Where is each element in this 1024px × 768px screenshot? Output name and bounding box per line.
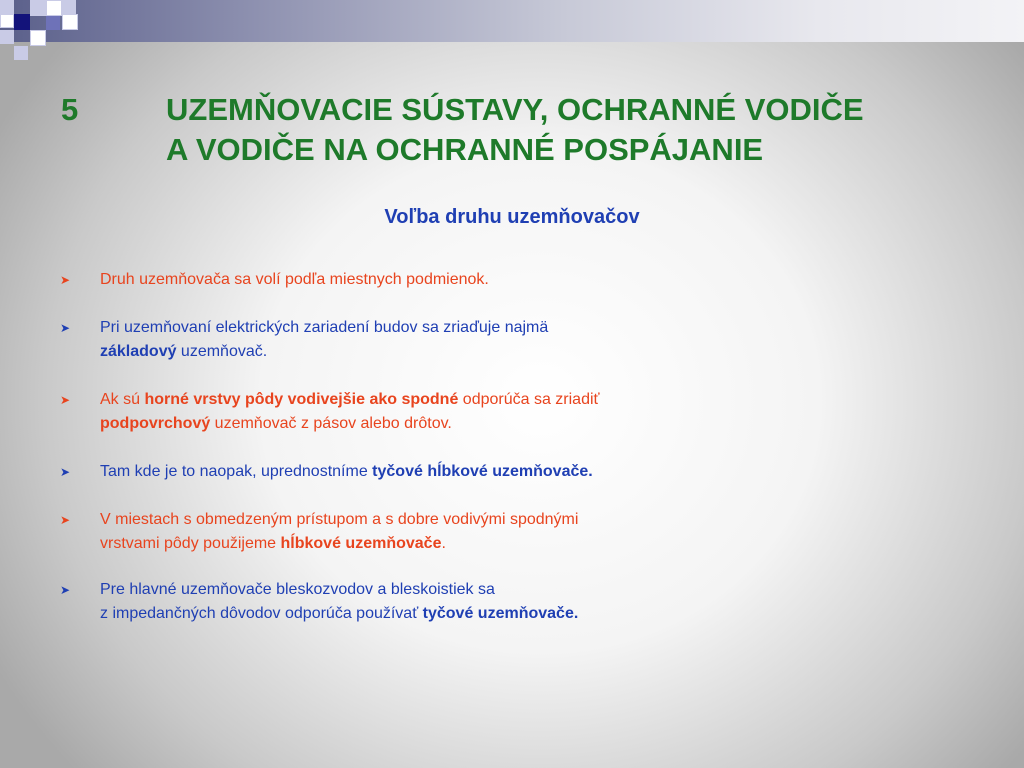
arrow-bullet-icon: ➤: [60, 513, 71, 527]
decor-square: [0, 30, 14, 44]
decor-square: [14, 14, 30, 30]
arrow-bullet-icon: ➤: [60, 583, 71, 597]
decor-square: [62, 14, 78, 30]
arrow-bullet-icon: ➤: [60, 465, 71, 479]
decor-square: [14, 46, 28, 60]
decor-square: [46, 0, 62, 16]
header-gradient-bar: [0, 0, 1024, 42]
title-line-1: UZEMŇOVACIE SÚSTAVY, OCHRANNÉ VODIČE: [166, 92, 864, 127]
slide-subtitle: Voľba druhu uzemňovačov: [384, 206, 640, 228]
decor-square: [30, 0, 46, 16]
arrow-bullet-icon: ➤: [60, 273, 71, 287]
decor-square: [0, 14, 14, 28]
arrow-bullet-icon: ➤: [60, 321, 71, 335]
bullet-text: Pre hlavné uzemňovače bleskozvodov a bleskoistiek sa z impedančných dôvodov odporúča používať tyčové uzemňovače.: [100, 581, 579, 622]
bullet-text: Tam kde je to naopak, uprednostníme tyčové hĺbkové uzemňovače.: [100, 463, 593, 480]
bullet-text: Druh uzemňovača sa volí podľa miestnych podmienok.: [100, 271, 489, 288]
decor-square: [62, 0, 76, 14]
decor-square: [0, 0, 14, 14]
decor-square: [30, 30, 46, 46]
bullet-text: Pri uzemňovaní elektrických zariadení budov sa zriaďuje najmä základový uzemňovač.: [100, 319, 549, 360]
decor-square: [46, 16, 60, 30]
title-line-2: A VODIČE NA OCHRANNÉ POSPÁJANIE: [166, 132, 764, 167]
section-number: 5: [61, 92, 79, 127]
bullet-text: Ak sú horné vrstvy pôdy vodivejšie ako spodné odporúča sa zriadiť podpovrchový uzemňovač z pásov alebo drôtov.: [100, 391, 600, 432]
arrow-bullet-icon: ➤: [60, 393, 71, 407]
bullet-text: V miestach s obmedzeným prístupom a s dobre vodivými spodnými vrstvami pôdy použijeme hĺbkové uzemňovače.: [100, 511, 579, 552]
